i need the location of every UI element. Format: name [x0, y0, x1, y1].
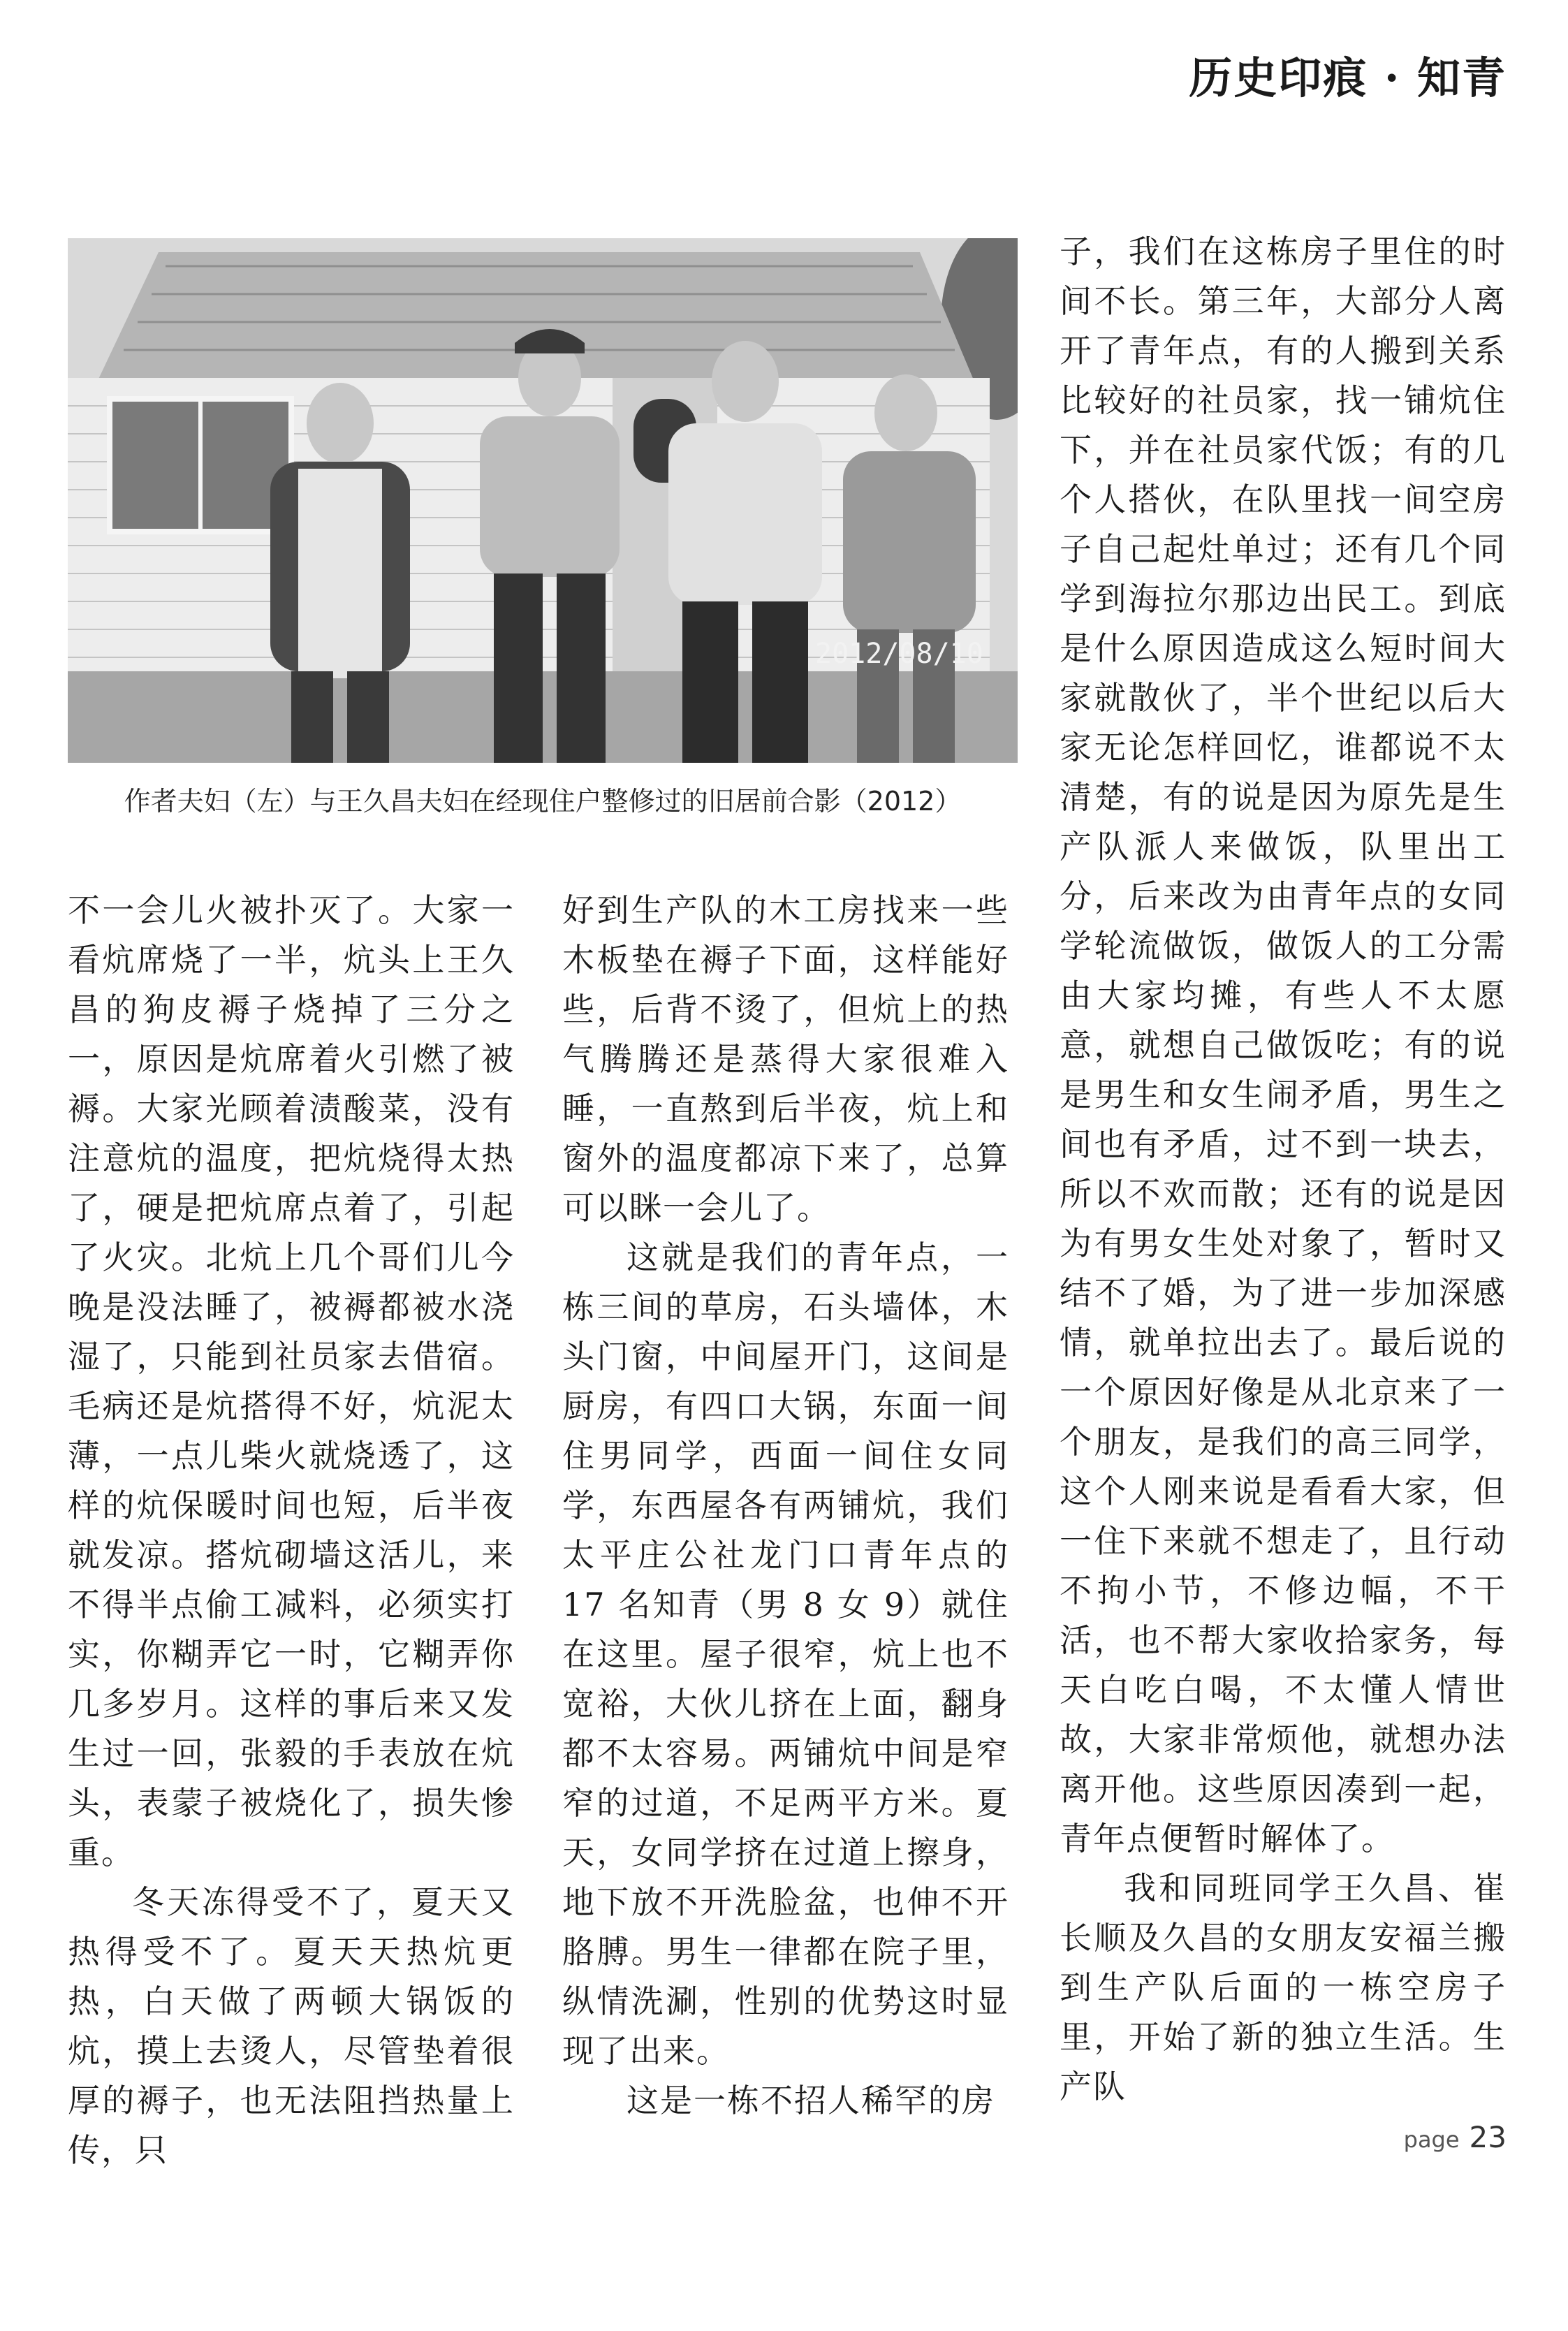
page-footer: [1404, 2120, 1507, 2154]
photo-date-stamp: 2012/08/10: [815, 638, 983, 670]
photo-illustration: [68, 238, 1018, 763]
text-column-3: [1060, 227, 1507, 2112]
text-column-1: [68, 886, 515, 2175]
paragraph: 这就是我们的青年点，一栋三间的草房，石头墙体，木头门窗，中间屋开门，这间是厨房，有四口大锅，东面一间住男同学，西面一间住女同学，东西屋各有两铺炕，我们太平庄公社龙门口青年点的 17 名知青（男 8 女 9）就住在这里。屋子很窄，炕上也不宽裕，大伙儿挤在上面，翻身都不太容易。两铺炕中间是窄窄的过道，不足两平方米。夏天，女同学挤在过道上擦身，地下放不开洗脸盆，也伸不开胳膊。男生一律都在院子里，纵情洗涮，性别的优势这时显现了出来。: [562, 1238, 1009, 2070]
paragraph: 不一会儿火被扑灭了。大家一看炕席烧了一半，炕头上王久昌的狗皮褥子烧掉了三分之一，原因是炕席着火引燃了被褥。大家光顾着渍酸菜，没有注意炕的温度，把炕烧得太热了，硬是把炕席点着了，引起了火灾。北炕上几个哥们儿今晚是没法睡了，被褥都被水浇湿了，只能到社员家去借宿。毛病还是炕搭得不好，炕泥太薄，一点儿柴火就烧透了，这样的炕保暖时间也短，后半夜就发凉。搭炕砌墙这活儿，来不得半点偷工减料，必须实打实，你糊弄它一时，它糊弄你几多岁月。这样的事后来又发生过一回，张毅的手表放在炕头，表蒙子被烧化了，损失惨重。: [68, 891, 515, 1871]
paragraph: 这是一栋不招人稀罕的房: [627, 2082, 995, 2119]
photo: [68, 238, 1018, 763]
photo-caption: 作者夫妇（左）与王久昌夫妇在经现住户整修过的旧居前合影（2012）: [124, 786, 962, 817]
paragraph: 冬天冻得受不了，夏天又热得受不了。夏天天热炕更热，白天做了两顿大锅饭的炕，摸上去烫人，尽管垫着很厚的褥子，也无法阻挡热量上传，只: [68, 1883, 515, 2169]
page-number: 23: [1469, 2120, 1507, 2154]
paragraph: 好到生产队的木工房找来一些木板垫在褥子下面，这样能好些，后背不烫了，但炕上的热气腾腾还是蒸得大家很难入睡，一直熬到后半夜，炕上和窗外的温度都凉下来了，总算可以眯一会儿了。: [562, 891, 1009, 1227]
page-label: page: [1403, 2126, 1460, 2153]
paragraph: 子，我们在这栋房子里住的时间不长。第三年，大部分人离开了青年点，有的人搬到关系比较好的社员家，找一铺炕住下，并在社员家代饭；有的几个人搭伙，在队里找一间空房子自己起灶单过；还有几个同学到海拉尔那边出民工。到底是什么原因造成这么短时间大家就散伙了，半个世纪以后大家无论怎样回忆，谁都说不太清楚，有的说是因为原先是生产队派人来做饭，队里出工分，后来改为由青年点的女同学轮流做饭，做饭人的工分需由大家均摊，有些人不太愿意，就想自己做饭吃；有的说是男生和女生闹矛盾，男生之间也有矛盾，过不到一块去，所以不欢而散；还有的说是因为有男女生处对象了，暂时又结不了婚，为了进一步加深感情，就单拉出去了。最后说的一个原因好像是从北京来了一个朋友，是我们的高三同学，这个人刚来说是看看大家，但一住下来就不想走了，且行动不拘小节，不修边幅，不干活，也不帮大家收拾家务，每天白吃白喝，不太懂人情世故，大家非常烦他，就想办法离开他。这些原因凑到一起，青年点便暂时解体了。: [1060, 233, 1507, 1857]
paragraph: 我和同班同学王久昌、崔长顺及久昌的女朋友安福兰搬到生产队后面的一栋空房子里，开始了新的独立生活。生产队: [1060, 1869, 1507, 2105]
section-header: 历史印痕 · 知青: [1189, 52, 1507, 103]
text-column-2: [562, 886, 1009, 2126]
